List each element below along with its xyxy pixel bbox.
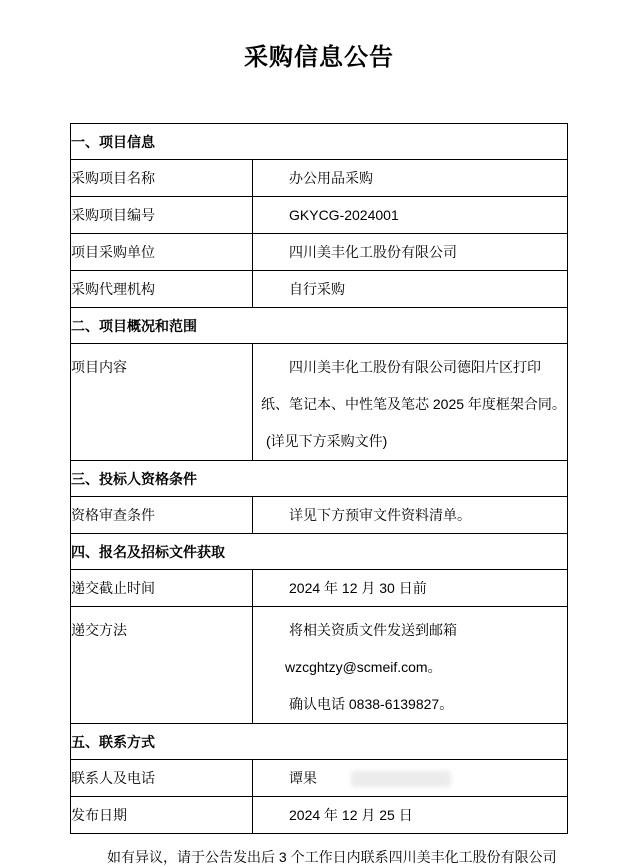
field-value-text: 自行采购: [289, 281, 345, 297]
redacted-phone-area: [351, 771, 451, 787]
field-value: [253, 160, 568, 197]
table-row: [71, 234, 568, 271]
field-value-text: 2024 年 12 月 30 日前: [289, 580, 427, 596]
field-label: 采购代理机构: [71, 271, 253, 308]
table-row: [71, 797, 568, 834]
table-row: [71, 271, 568, 308]
field-value-text: 办公用品采购: [289, 170, 373, 186]
section-header: 四、报名及招标文件获取: [71, 534, 568, 570]
field-value: [253, 197, 568, 234]
section-header: 三、投标人资格条件: [71, 461, 568, 497]
section-header: 二、项目概况和范围: [71, 308, 568, 344]
field-label: 项目采购单位: [71, 234, 253, 271]
field-label: 联系人及电话: [71, 760, 253, 797]
field-value: [253, 271, 568, 308]
field-value-line: (详见下方采购文件): [266, 433, 388, 449]
table-row: [71, 570, 568, 607]
section-header: 五、联系方式: [71, 724, 568, 760]
objection-note: 如有异议，请于公告发出后 3 个工作日内联系四川美丰化工股份有限公司: [107, 849, 557, 865]
field-label: 资格审查条件: [71, 497, 253, 534]
page-title: 采购信息公告: [244, 44, 394, 71]
field-value: [253, 570, 568, 607]
field-label: 采购项目编号: [71, 197, 253, 234]
field-value-text: 四川美丰化工股份有限公司: [289, 244, 457, 260]
field-label: [71, 344, 253, 461]
table-row: [71, 197, 568, 234]
field-value-line: 将相关资质文件发送到邮箱: [289, 622, 457, 638]
field-value: [253, 234, 568, 271]
table-row: [71, 160, 568, 197]
field-value: [253, 607, 568, 724]
table-row: [71, 760, 568, 797]
section-row: [71, 724, 568, 760]
section-row: [71, 308, 568, 344]
field-value-text: 详见下方预审文件资料清单。: [289, 507, 471, 523]
table-row: [71, 497, 568, 534]
field-value: [253, 760, 568, 797]
field-value-line: 纸、笔记本、中性笔及笔芯 2025 年度框架合同。: [261, 396, 566, 412]
field-label-text: 递交方法: [71, 622, 127, 638]
section-row: [71, 534, 568, 570]
section-row: [71, 461, 568, 497]
field-value-line: wzcghtzy@scmeif.com。: [285, 659, 442, 675]
field-label: 递交截止时间: [71, 570, 253, 607]
field-value-text: GKYCG-2024001: [289, 207, 399, 223]
field-value: [253, 497, 568, 534]
field-label: 发布日期: [71, 797, 253, 834]
announcement-table: [70, 123, 568, 834]
field-value-line: 四川美丰化工股份有限公司德阳片区打印: [289, 359, 541, 375]
field-value-text: 2024 年 12 月 25 日: [289, 807, 413, 823]
table-row: [71, 344, 568, 461]
section-row: [71, 124, 568, 160]
field-value: [253, 797, 568, 834]
table-row: [71, 607, 568, 724]
field-value-line: 确认电话 0838-6139827。: [289, 696, 454, 712]
field-label-text: 项目内容: [71, 359, 127, 375]
contact-name: 谭果: [289, 770, 317, 786]
field-value: [253, 344, 568, 461]
field-label: 采购项目名称: [71, 160, 253, 197]
field-label: [71, 607, 253, 724]
section-header: 一、项目信息: [71, 124, 568, 160]
